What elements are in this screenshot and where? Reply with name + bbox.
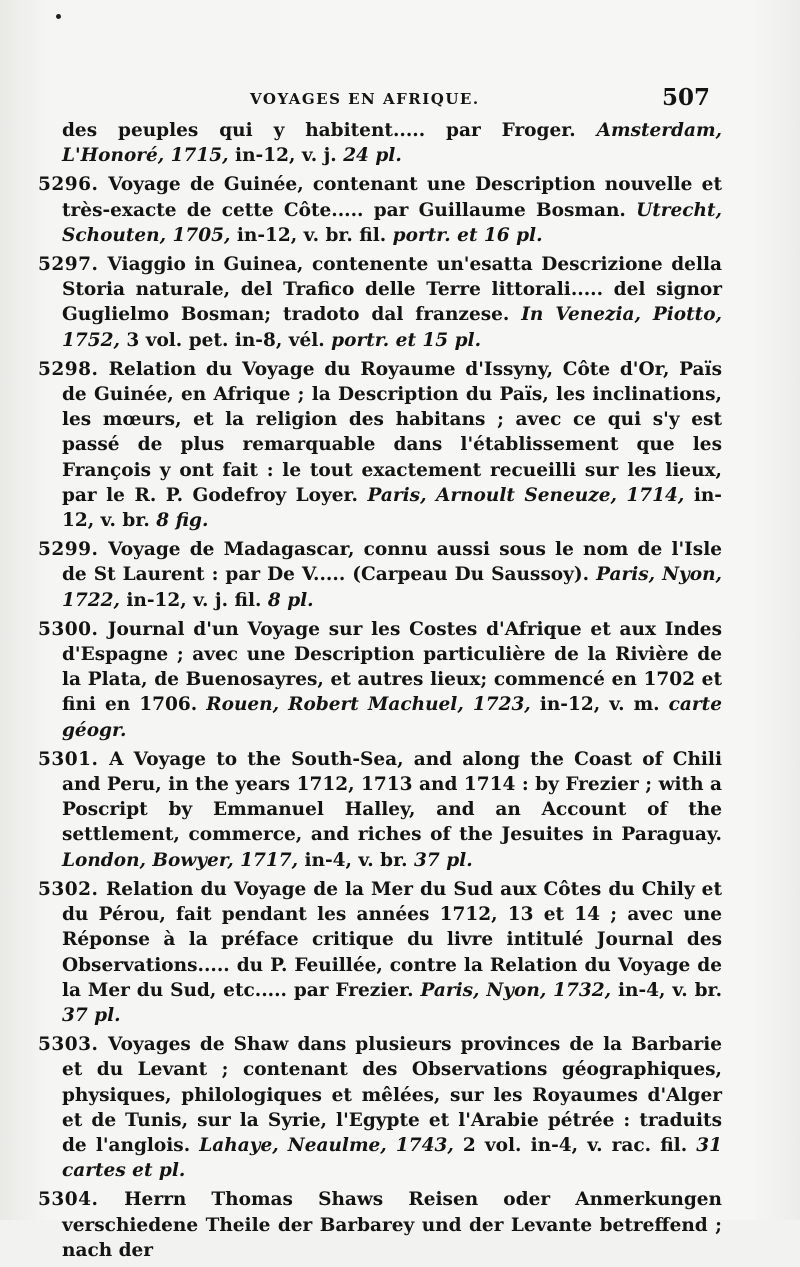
entry-plates: portr. et 15 pl.	[331, 329, 482, 351]
catalogue-entry	[38, 537, 722, 613]
entry-plates: 31 cartes et pl.	[62, 1134, 723, 1182]
ink-speck	[56, 14, 61, 19]
catalogue-entry	[38, 357, 722, 533]
entry-imprint: Amsterdam, L'Honoré, 1715,	[62, 120, 722, 167]
entry-text: des peuples qui y habitent..... par Froger.	[62, 120, 597, 141]
catalogue-entry	[38, 747, 722, 873]
entry-plates: 37 pl.	[414, 849, 473, 871]
catalogue-entry	[38, 1032, 722, 1183]
entry-imprint: Utrecht, Schouten, 1705,	[62, 199, 722, 246]
entry-number: 5298.	[38, 358, 109, 380]
catalogue-entry	[38, 617, 722, 743]
page-header	[60, 84, 710, 118]
catalogue-entry	[38, 172, 722, 248]
entry-text: Voyages de Shaw dans plusieurs provinces de la Barbarie et du Levant ; contenant des Observations géographiques, physiques, philologiques et mêlées, sur les Royaumes d'Alger et de Tunis, sur la Syrie, l'Egypte et l'Arabie pétrée : traduits de l'anglois.	[62, 1034, 723, 1156]
catalogue-entry	[38, 252, 722, 353]
catalogue-entry	[38, 118, 722, 168]
catalogue-entries	[38, 118, 722, 1267]
entry-format: in-12, v. br.	[62, 484, 722, 532]
entry-text: A Voyage to the South-Sea, and along the Coast of Chili and Peru, in the years 1712, 1713 and 1714 : by Frezier ; with a Poscript by Emmanuel Halley, and an Account of the settlement, commerce, and riches of the Jesuites in Paraguay.	[62, 748, 722, 846]
entry-number: 5300.	[38, 618, 108, 640]
entry-imprint: Paris, Nyon, 1732,	[420, 979, 612, 1001]
running-title: VOYAGES EN AFRIQUE.	[250, 90, 480, 108]
entry-imprint: Paris, Nyon, 1722,	[62, 564, 722, 611]
entry-plates: portr. et 16 pl.	[392, 224, 543, 246]
entry-text: Journal d'un Voyage sur les Costes d'Afrique et aux Indes d'Espagne ; avec une Description particulière de la Rivière de la Plata, de Buenosayres, et autres lieux; commencé en 1702 et fini en 1706.	[62, 618, 722, 716]
entry-text: Voyage de Guinée, contenant une Description nouvelle et très-exacte de cette Côte..... par Guillaume Bosman.	[62, 174, 722, 221]
entry-number: 5299.	[38, 539, 109, 561]
entry-number: 5303.	[38, 1034, 108, 1056]
entry-format: in-12, v. j. fil.	[119, 589, 268, 611]
entry-imprint: Paris, Arnoult Seneuze, 1714,	[367, 484, 685, 506]
entry-number: 5296.	[38, 174, 109, 196]
entry-format: in-4, v. br.	[611, 979, 723, 1001]
entry-plates: 37 pl.	[62, 1004, 121, 1026]
entry-plates: 8 fig.	[156, 510, 209, 532]
entry-number: 5304.	[38, 1189, 125, 1211]
entry-text: Relation du Voyage du Royaume d'Issyny, Côte d'Or, Païs de Guinée, en Afrique ; la Description du Païs, les inclinations, les mœurs, et la religion des habitans ; avec ce qui s'y est passé de plus remarquable dans l'établissement que les François y ont fait : le tout exactement recueilli sur les lieux, par le R. P. Godefroy Loyer.	[62, 358, 722, 506]
entry-format: in-4, v. br.	[298, 849, 415, 871]
entry-text: Voyage de Madagascar, connu aussi sous le nom de l'Isle de St Laurent : par De V..... (Carpeau Du Saussoy).	[62, 539, 723, 586]
catalogue-entry	[38, 877, 722, 1028]
entry-number: 5302.	[38, 878, 106, 900]
entry-format: in-12, v. br. fil.	[230, 224, 393, 246]
entry-text: Viaggio in Guinea, contenente un'esatta Descrizione della Storia naturale, del Trafico delle Terre littorali..... del signor Guglielmo Bosman; tradoto dal franzese.	[62, 254, 722, 326]
entry-imprint: Rouen, Robert Machuel, 1723,	[206, 694, 531, 716]
entry-format: in-12, v. m.	[530, 694, 669, 716]
entry-number: 5297.	[38, 254, 108, 276]
entry-text: Herrn Thomas Shaws Reisen oder Anmerkungen verschiedene Theile der Barbarey und der Levante betreffend ; nach der	[62, 1189, 722, 1261]
entry-imprint: Lahaye, Neaulme, 1743,	[199, 1134, 454, 1156]
entry-format: in-12, v. j.	[228, 145, 344, 167]
entry-number: 5301.	[38, 748, 110, 770]
catalogue-entry	[38, 1187, 722, 1263]
entry-text: Relation du Voyage de la Mer du Sud aux Côtes du Chily et du Pérou, fait pendant les années 1712, 13 et 14 ; avec une Réponse à la préface critique du livre intitulé Journal des Observations..... du P. Feuillée, contre la Relation du Voyage de la Mer du Sud, etc..... par Frezier.	[62, 878, 722, 1001]
entry-plates: 8 pl.	[267, 589, 314, 611]
entry-imprint: London, Bowyer, 1717,	[62, 849, 299, 871]
entry-plates: 24 pl.	[343, 145, 402, 167]
entry-format: 3 vol. pet. in-8, vél.	[119, 329, 332, 351]
entry-format: 2 vol. in-4, v. rac. fil.	[453, 1134, 697, 1156]
entry-plates: carte géogr.	[62, 694, 722, 741]
page-number: 507	[661, 84, 710, 111]
entry-imprint: In Venezia, Piotto, 1752,	[62, 304, 723, 351]
